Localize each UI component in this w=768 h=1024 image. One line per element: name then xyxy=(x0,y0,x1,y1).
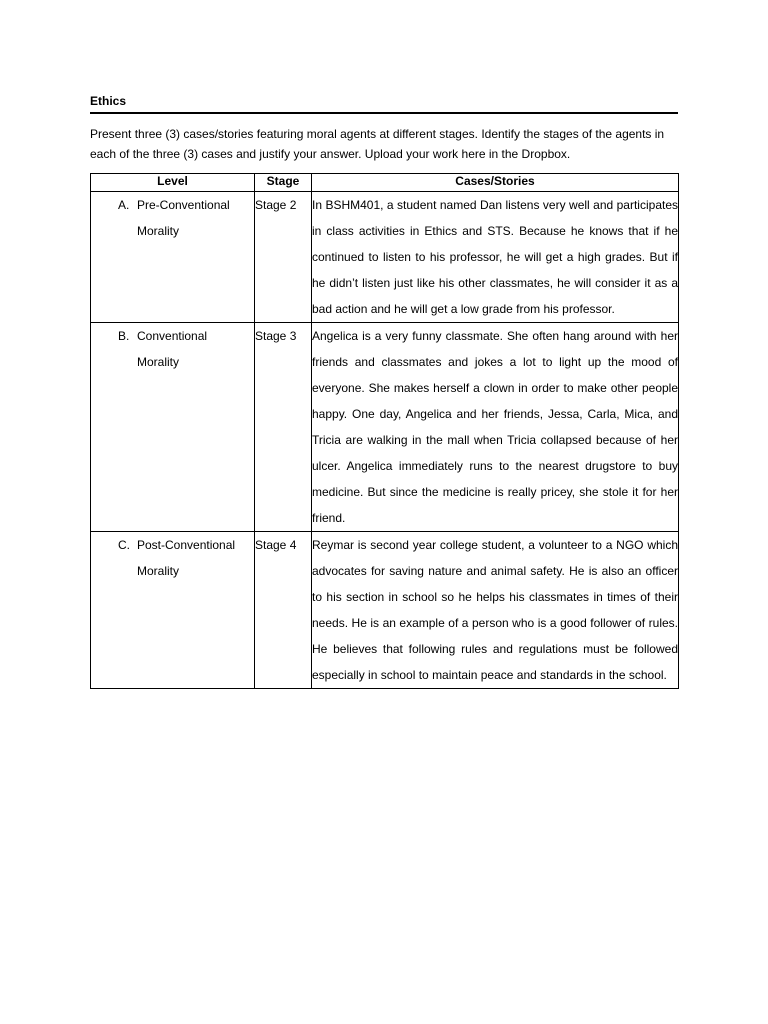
table-row xyxy=(91,532,679,689)
level-name-line2: Morality xyxy=(137,355,180,369)
story-cell: Reymar is second year college student, a volunteer to a NGO which advocates for saving nature and animal safety. He is also an officer to his section in school so he helps his classmates in times of their needs. He is an example of a person who is a good follower of rules. He believes that following rules and regulations must be followed especially in school to maintain peace and standards in the school. xyxy=(312,532,679,689)
level-cell xyxy=(91,323,255,532)
level-name-line2: Morality xyxy=(137,224,180,238)
level-name xyxy=(137,192,254,244)
level-cell xyxy=(91,192,255,323)
stage-cell: Stage 4 xyxy=(255,532,312,689)
instructions-paragraph: Present three (3) cases/stories featuring moral agents at different stages. Identify the stages of the agents in each of the three (3) cases and justify your answer. Upload your work here in the Dropbox. xyxy=(90,127,665,161)
story-cell: In BSHM401, a student named Dan listens very well and participates in class activities in Ethics and STS. Because he knows that if he continued to listen to his professor, he will get a high grades. But if he didn’t listen just like his other classmates, he will consider it as a bad action and he will get a low grade from his professor. xyxy=(312,192,679,323)
stage-cell: Stage 2 xyxy=(255,192,312,323)
level-name xyxy=(137,532,254,584)
cases-table xyxy=(90,173,679,689)
table-row xyxy=(91,323,679,532)
document-heading: Ethics xyxy=(90,94,127,108)
column-header-level: Level xyxy=(91,174,255,192)
stage-cell: Stage 3 xyxy=(255,323,312,532)
column-header-stage: Stage xyxy=(255,174,312,192)
table-header-row xyxy=(91,174,679,192)
level-name-line1: Conventional xyxy=(137,329,208,343)
table-row xyxy=(91,192,679,323)
level-letter: A. xyxy=(118,198,130,212)
level-name-line1: Post-Conventional xyxy=(137,538,236,552)
story-cell: Angelica is a very funny classmate. She often hang around with her friends and classmates and jokes a lot to light up the mood of everyone. She makes herself a clown in order to make other people happy. One day, Angelica and her friends, Jessa, Carla, Mica, and Tricia are walking in the mall when Tricia collapsed because of her ulcer. Angelica immediately runs to the nearest drugstore to buy medicine. But since the medicine is really pricey, she stole it for her friend. xyxy=(312,323,679,532)
column-header-story: Cases/Stories xyxy=(312,174,679,192)
level-name xyxy=(137,323,254,375)
level-name-line2: Morality xyxy=(137,564,180,578)
level-cell xyxy=(91,532,255,689)
level-name-line1: Pre-Conventional xyxy=(137,198,230,212)
heading-divider xyxy=(90,112,678,114)
level-letter: C. xyxy=(118,538,130,552)
level-letter: B. xyxy=(118,329,130,343)
